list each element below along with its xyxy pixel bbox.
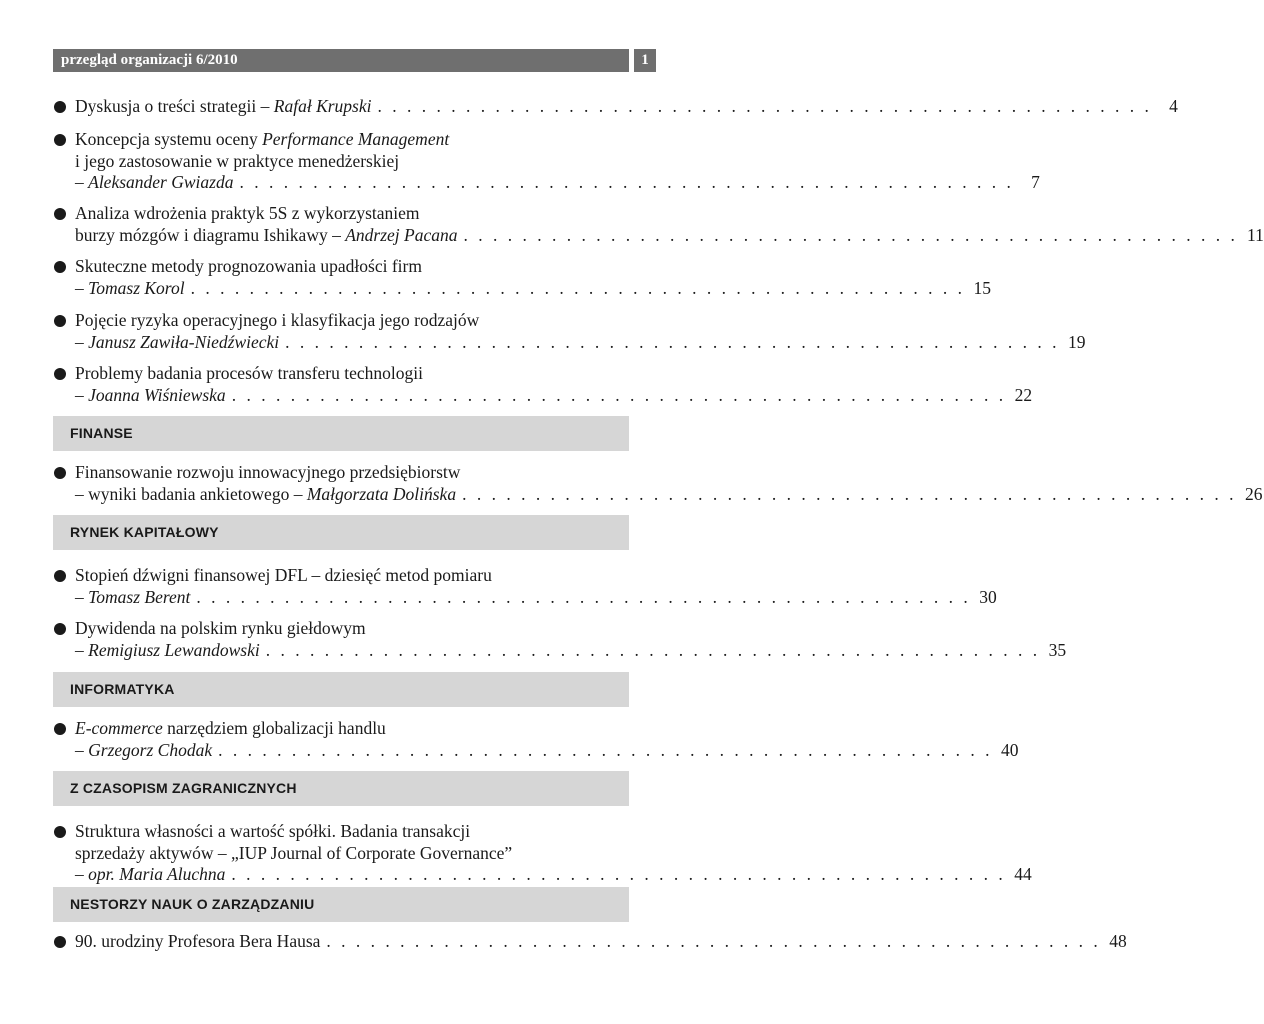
toc-line: E-commerce narzędziem globalizacji handlu xyxy=(75,718,386,738)
toc-entry[interactable] xyxy=(53,618,1067,661)
leader-dots: . . . . . . . . . . . . . . . . . . . . . . . . . . . . . . . . . . . . . . . . . . . . . . . . . . . . . xyxy=(265,639,1041,660)
author: Małgorzata Dolińska xyxy=(306,483,457,504)
leader-dots: . . . . . . . . . . . . . . . . . . . . . . . . . . . . . . . . . . . . . . . . . . . . . . . . . . . . . xyxy=(231,864,1006,884)
toc-line: Koncepcja systemu oceny Performance Management xyxy=(75,129,450,149)
toc-line: – Grzegorz Chodak . . . . . . . . . . . . . . . . . . . . . . . . . . . . . . . . . . . . . . . . . . . . . . . . . . . . . 40 xyxy=(75,739,1019,760)
toc-line: Dyskusja o treści strategii – Rafał Krupski . . . . . . . . . . . . . . . . . . . . . . . . . . . . . . . . . . . . . . . . . . . . . . . . . . . . . 4 xyxy=(75,96,1178,116)
author: Andrzej Pacana xyxy=(345,224,458,245)
toc-page: 30 xyxy=(979,586,997,607)
toc-page: 44 xyxy=(1014,864,1032,884)
author: opr. Maria Aluchna xyxy=(88,864,226,884)
leader-dots: . . . . . . . . . . . . . . . . . . . . . . . . . . . . . . . . . . . . . . . . . . . . . . . . . . . . . xyxy=(218,739,993,760)
toc-page: 40 xyxy=(1000,739,1019,760)
toc-line: – Joanna Wiśniewska . . . . . . . . . . . . . . . . . . . . . . . . . . . . . . . . . . . . . . . . . . . . . . . . . . . . . 22 xyxy=(75,384,1033,405)
leader-dots: . . . . . . . . . . . . . . . . . . . . . . . . . . . . . . . . . . . . . . . . . . . . . . . . . . . . . xyxy=(377,96,1152,116)
toc-entry[interactable] xyxy=(53,931,1127,953)
toc-line: – Tomasz Korol . . . . . . . . . . . . . . . . . . . . . . . . . . . . . . . . . . . . . . . . . . . . . . . . . . . . . 15 xyxy=(75,277,991,298)
toc-entry[interactable] xyxy=(53,565,997,608)
leader-dots: . . . . . . . . . . . . . . . . . . . . . . . . . . . . . . . . . . . . . . . . . . . . . . . . . . . . . xyxy=(196,586,971,607)
page-number: 1 xyxy=(634,49,656,72)
section-heading-informatyka: INFORMATYKA xyxy=(53,672,629,707)
toc-page: 26 xyxy=(1244,483,1263,504)
toc-line: Stopień dźwigni finansowej DFL – dziesięć metod pomiaru xyxy=(75,565,492,585)
toc-entry[interactable] xyxy=(53,129,1040,194)
leader-dots: . . . . . . . . . . . . . . . . . . . . . . . . . . . . . . . . . . . . . . . . . . . . . . . . . . . . . xyxy=(231,384,1007,405)
toc-entry[interactable] xyxy=(53,363,1033,406)
author: Tomasz Berent xyxy=(88,586,191,607)
toc-page: 15 xyxy=(973,277,991,298)
toc-page: 48 xyxy=(1109,931,1127,951)
toc-line: sprzedaży aktywów – „IUP Journal of Corporate Governance” xyxy=(75,842,513,863)
leader-dots: . . . . . . . . . . . . . . . . . . . . . . . . . . . . . . . . . . . . . . . . . . . . . . . . . . . . . xyxy=(239,172,1014,192)
journal-header: przegląd organizacji 6/2010 xyxy=(53,49,629,72)
leader-dots: . . . . . . . . . . . . . . . . . . . . . . . . . . . . . . . . . . . . . . . . . . . . . . . . . . . . . xyxy=(463,224,1238,245)
toc-line: – Remigiusz Lewandowski . . . . . . . . . . . . . . . . . . . . . . . . . . . . . . . . . . . . . . . . . . . . . . . . . . . . . 35 xyxy=(75,639,1067,660)
author: Rafał Krupski xyxy=(273,96,372,116)
leader-dots: . . . . . . . . . . . . . . . . . . . . . . . . . . . . . . . . . . . . . . . . . . . . . . . . . . . . . xyxy=(462,483,1237,504)
author: Tomasz Korol xyxy=(88,277,185,298)
toc-line: Finansowanie rozwoju innowacyjnego przedsiębiorstw xyxy=(75,462,461,482)
author: Grzegorz Chodak xyxy=(88,739,213,760)
author: Aleksander Gwiazda xyxy=(88,172,234,192)
toc-line: Analiza wdrożenia praktyk 5S z wykorzystaniem xyxy=(75,203,420,223)
toc-entry[interactable] xyxy=(53,203,1264,246)
toc-line: Problemy badania procesów transferu technologii xyxy=(75,363,423,383)
toc-entry[interactable] xyxy=(53,256,991,299)
leader-dots: . . . . . . . . . . . . . . . . . . . . . . . . . . . . . . . . . . . . . . . . . . . . . . . . . . . . . xyxy=(326,931,1101,951)
toc-entry[interactable] xyxy=(53,96,1178,118)
toc-entry[interactable] xyxy=(53,462,1263,505)
author: Joanna Wiśniewska xyxy=(88,384,226,405)
author: Remigiusz Lewandowski xyxy=(88,639,260,660)
section-heading-finanse: FINANSE xyxy=(53,416,629,451)
toc-line: 90. urodziny Profesora Bera Hausa . . . . . . . . . . . . . . . . . . . . . . . . . . . . . . . . . . . . . . . . . . . . . . . . . . . . . 48 xyxy=(75,931,1127,951)
section-heading-nestorzy: NESTORZY NAUK O ZARZĄDZANIU xyxy=(53,887,629,922)
toc-page: 22 xyxy=(1014,384,1033,405)
toc-line: burzy mózgów i diagramu Ishikawy – Andrzej Pacana . . . . . . . . . . . . . . . . . . . . . . . . . . . . . . . . . . . . . . . . . . . . . . . . . . . . . 11 xyxy=(75,224,1264,245)
leader-dots: . . . . . . . . . . . . . . . . . . . . . . . . . . . . . . . . . . . . . . . . . . . . . . . . . . . . . xyxy=(285,331,1060,352)
toc-page: 7 xyxy=(1031,172,1040,192)
toc-page: 35 xyxy=(1048,639,1067,660)
toc-line: Struktura własności a wartość spółki. Badania transakcji xyxy=(75,821,471,841)
leader-dots: . . . . . . . . . . . . . . . . . . . . . . . . . . . . . . . . . . . . . . . . . . . . . . . . . . . . . xyxy=(190,277,965,298)
toc-page: 4 xyxy=(1169,96,1178,116)
section-heading-z-czasopism: Z CZASOPISM ZAGRANICZNYCH xyxy=(53,771,629,806)
toc-entry[interactable] xyxy=(53,718,1019,761)
toc-line: – Janusz Zawiła-Niedźwiecki . . . . . . . . . . . . . . . . . . . . . . . . . . . . . . . . . . . . . . . . . . . . . . . . . . . . . 19 xyxy=(75,331,1086,352)
toc-line: Pojęcie ryzyka operacyjnego i klasyfikacja jego rodzajów xyxy=(75,310,480,330)
toc-entry[interactable] xyxy=(53,821,1032,886)
toc-line: Dywidenda na polskim rynku giełdowym xyxy=(75,618,366,638)
toc-entry[interactable] xyxy=(53,310,1086,353)
toc-page: 11 xyxy=(1247,224,1264,245)
toc-line: i jego zastosowanie w praktyce menedżerskiej xyxy=(75,150,400,171)
toc-line: – wyniki badania ankietowego – Małgorzata Dolińska . . . . . . . . . . . . . . . . . . . . . . . . . . . . . . . . . . . . . . . . . . . . . . . . . . . . . 26 xyxy=(75,483,1263,504)
author: Janusz Zawiła-Niedźwiecki xyxy=(88,331,280,352)
section-heading-rynek-kapitalowy: RYNEK KAPITAŁOWY xyxy=(53,515,629,550)
toc-line: Skuteczne metody prognozowania upadłości firm xyxy=(75,256,422,276)
toc-line: – Aleksander Gwiazda . . . . . . . . . . . . . . . . . . . . . . . . . . . . . . . . . . . . . . . . . . . . . . . . . . . . . 7 xyxy=(75,172,1040,192)
toc-line: – opr. Maria Aluchna . . . . . . . . . . . . . . . . . . . . . . . . . . . . . . . . . . . . . . . . . . . . . . . . . . . . . 44 xyxy=(75,864,1032,884)
toc-page: 19 xyxy=(1068,331,1086,352)
toc-line: – Tomasz Berent . . . . . . . . . . . . . . . . . . . . . . . . . . . . . . . . . . . . . . . . . . . . . . . . . . . . . 30 xyxy=(75,586,997,607)
